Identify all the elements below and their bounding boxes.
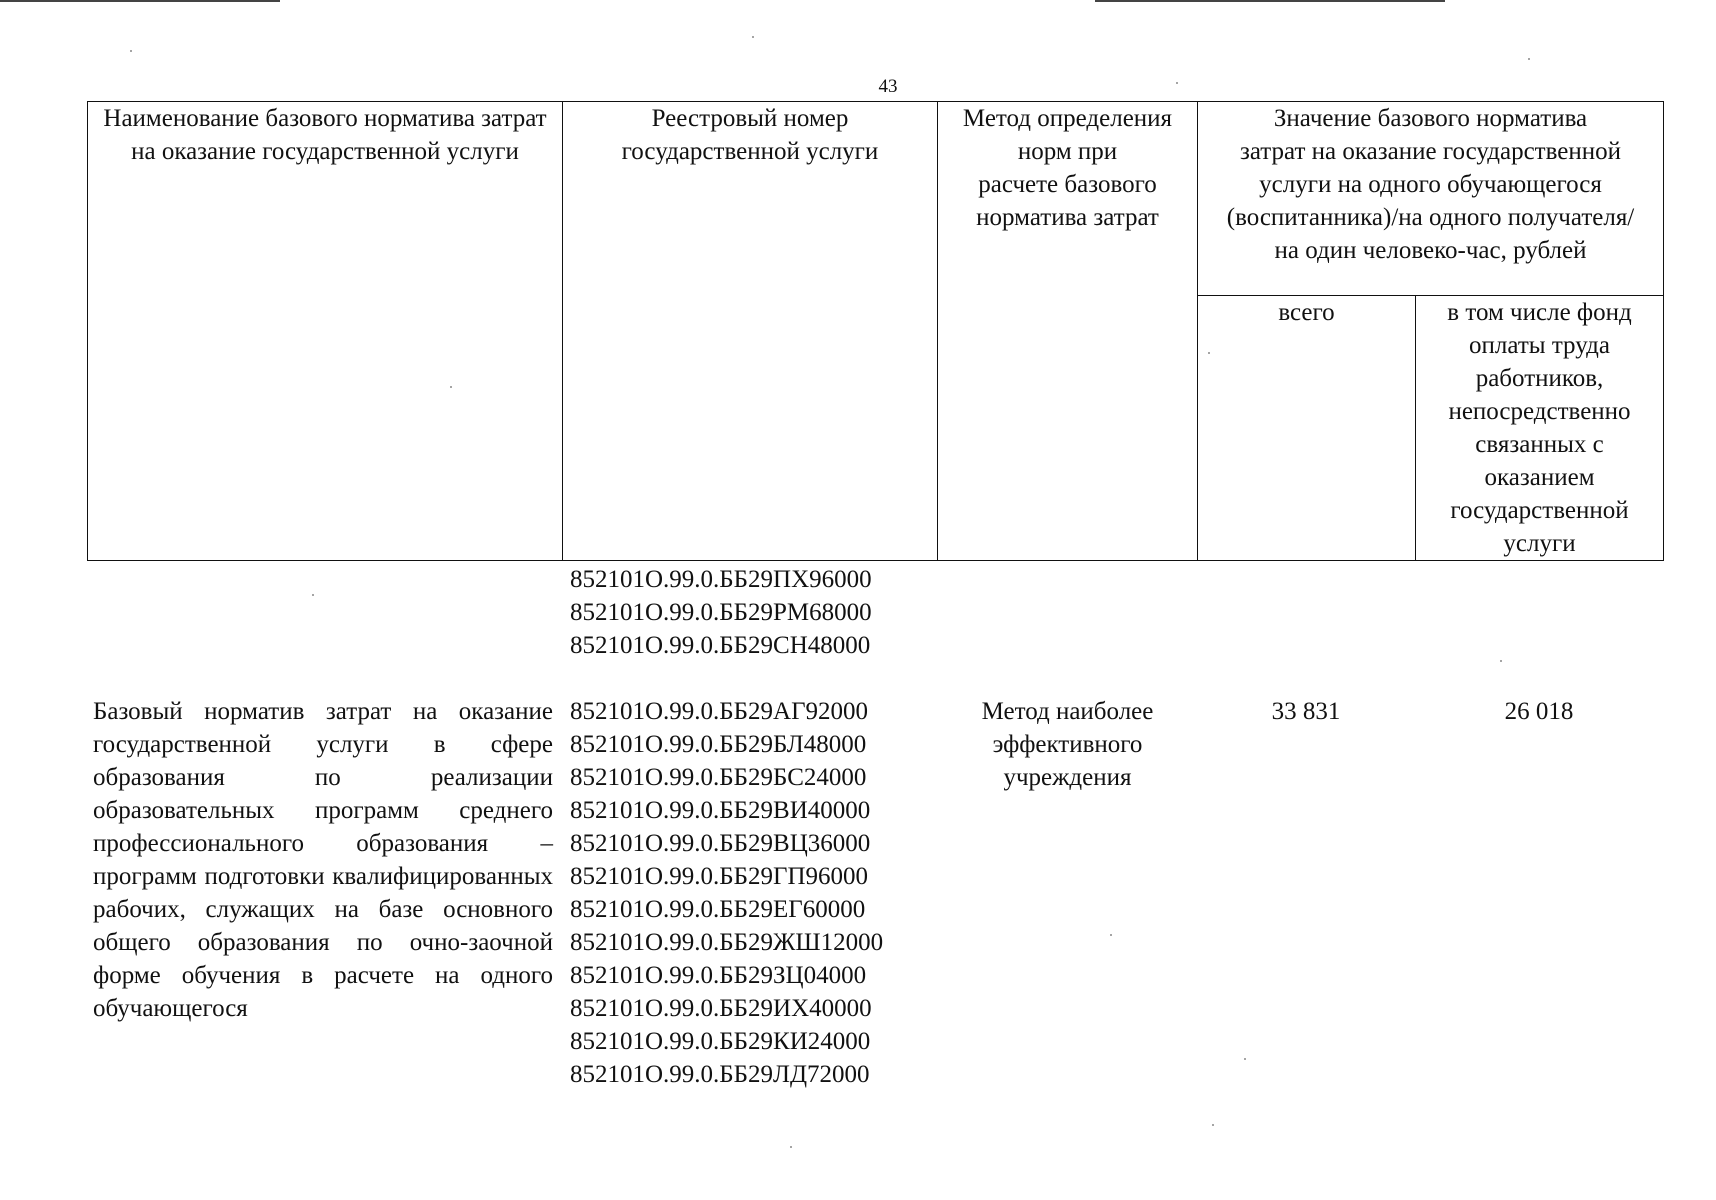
registry-code: 852101О.99.0.ББ29ИХ40000 [570,995,872,1022]
scan-speck [1500,660,1502,662]
scan-speck [752,36,754,38]
registry-code: 852101О.99.0.ББ29АГ92000 [570,698,869,725]
scan-speck [312,594,314,596]
registry-code: 852101О.99.0.ББ29СН48000 [570,632,871,659]
row-registry-codes [570,695,883,1091]
registry-code: 852101О.99.0.ББ29РМ68000 [570,599,872,626]
scan-speck [790,1146,792,1148]
scan-speck [450,386,452,388]
registry-code: 852101О.99.0.ББ29КИ24000 [570,1028,871,1055]
registry-code: 852101О.99.0.ББ29БС24000 [570,764,867,791]
payroll-value: 26 018 [1504,698,1574,725]
header-registry-number: Реестровый номер государственной услуги [563,102,938,561]
header-name: Наименование базового норматива затрат на оказание государственной услуги [88,102,563,561]
registry-code: 852101О.99.0.ББ29БЛ48000 [570,731,867,758]
registry-code: 852101О.99.0.ББ29ЗЦ04000 [570,962,867,989]
header-method: Метод определения норм при расчете базового норматива затрат [938,102,1198,561]
scan-speck [130,50,132,52]
page-number: 43 [878,76,898,97]
table-header [87,101,1664,561]
scan-speck [1212,1124,1214,1126]
scan-speck [1208,352,1210,354]
scan-edge-line-left [0,0,280,2]
header-total: всего [1198,296,1416,561]
registry-code: 852101О.99.0.ББ29ПХ96000 [570,566,872,593]
registry-code: 852101О.99.0.ББ29ЕГ60000 [570,896,866,923]
total-value: 33 831 [1271,698,1341,725]
header-value: Значение базового норматива затрат на оказание государственной услуги на одного обучающегося (воспитанника)/на одного получателя/на один человеко-час, рублей [1198,102,1664,296]
scan-edge-line-right [1095,0,1445,2]
registry-code: 852101О.99.0.ББ29ЛД72000 [570,1061,870,1088]
scan-speck [1176,82,1178,84]
registry-code: 852101О.99.0.ББ29ВЦ36000 [570,830,871,857]
method-value: Метод наиболее эффективного учреждения [981,698,1154,791]
scan-speck [1110,934,1112,936]
scan-speck [1244,1058,1246,1060]
continuation-codes [570,563,872,662]
header-payroll: в том числе фонд оплаты труда работников, непосредственно связанных с оказанием государственной услуги [1416,296,1664,561]
registry-code: 852101О.99.0.ББ29ВИ40000 [570,797,871,824]
registry-code: 852101О.99.0.ББ29ГП96000 [570,863,869,890]
norm-name: Базовый норматив затрат на оказание государственной услуги в сфере образования по реализации образовательных программ среднего профессионального образования – программ подготовки квалифицированных рабочих, служащих на базе основного общего образования по очно-заочной форме обучения в расчете на одного обучающегося [93,698,553,1022]
registry-code: 852101О.99.0.ББ29ЖШ12000 [570,929,884,956]
scan-speck [1528,58,1530,60]
